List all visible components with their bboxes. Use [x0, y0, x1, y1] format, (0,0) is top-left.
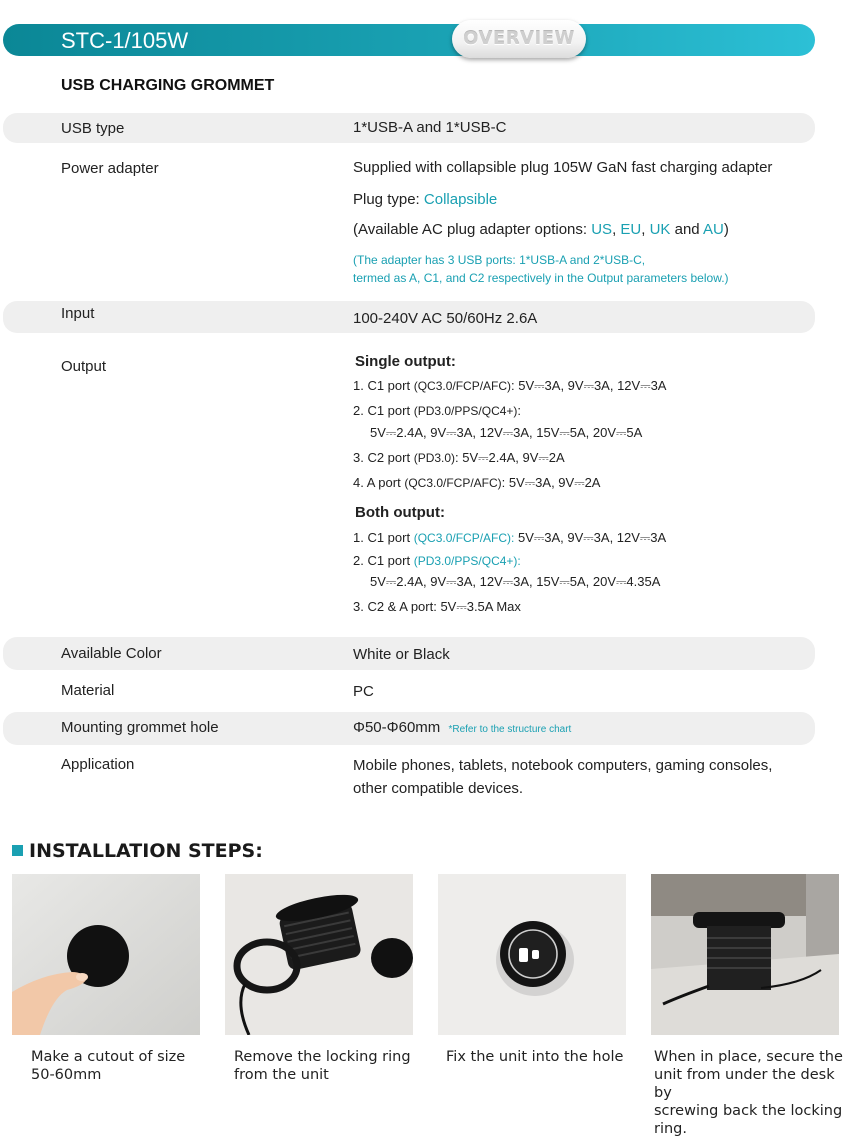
plug-option-eu: EU [620, 221, 642, 238]
protocol-label: (QC3.0/FCP/AFC): [413, 531, 515, 545]
single-output-line4 [353, 475, 600, 491]
adapter-note-line1: (The adapter has 3 USB ports: 1*USB-A and 2*USB-C, [353, 253, 646, 267]
material-value: PC [353, 683, 374, 700]
step-caption-4 [654, 1048, 850, 1138]
caption-line: Make a cutout of size [31, 1049, 186, 1065]
step-caption-2 [234, 1048, 411, 1084]
header-bar [3, 24, 815, 56]
plug-type-prefix: Plug type: [353, 191, 424, 208]
plug-option-uk: UK [649, 221, 671, 238]
both-output-line2-values: 5V⎓2.4A, 9V⎓3A, 12V⎓3A, 15V⎓5A, 20V⎓4.35A [370, 574, 661, 589]
port-label: 3. C2 port [353, 450, 414, 465]
installation-heading [12, 840, 263, 862]
protocol-label: (QC3.0/FCP/AFC) [413, 379, 512, 393]
port-label: 4. A port [353, 475, 405, 490]
output-values: : 5V⎓2.4A, 9V⎓2A [455, 450, 565, 465]
step-caption-3 [446, 1048, 623, 1066]
color-label: Available Color [61, 645, 162, 662]
caption-line: 50-60mm [31, 1067, 102, 1083]
port-label: 1. C1 port [353, 530, 414, 545]
both-output-line1 [353, 530, 666, 546]
caption-line: Fix the unit into the hole [446, 1049, 624, 1065]
plug-options-comma: , [641, 221, 650, 238]
plug-options-line [353, 221, 729, 238]
application-line2: other compatible devices. [353, 780, 524, 797]
caption-line: ring. [654, 1121, 687, 1137]
protocol-label: (PD3.0/PPS/QC4+): [413, 554, 521, 568]
plug-options-comma: , [612, 221, 621, 238]
protocol-label: (QC3.0/FCP/AFC) [404, 476, 502, 490]
plug-type-value: Collapsible [423, 191, 498, 208]
power-adapter-label: Power adapter [61, 160, 159, 177]
step-photo-cutout [12, 874, 200, 1035]
caption-line: When in place, secure the [654, 1049, 843, 1065]
application-label: Application [61, 756, 135, 773]
single-output-line2 [353, 403, 521, 418]
port-label: 2. C1 port [353, 553, 414, 568]
single-output-title: Single output: [355, 353, 456, 370]
protocol-label: (PD3.0) [413, 451, 456, 465]
output-label: Output [61, 358, 107, 375]
single-output-line1 [353, 378, 666, 394]
input-value: 100-240V AC 50/60Hz 2.6A [353, 310, 538, 327]
input-label: Input [61, 305, 95, 322]
output-values: 5V⎓3A, 9V⎓3A, 12V⎓3A [514, 530, 667, 545]
output-values: : 5V⎓3A, 9V⎓3A, 12V⎓3A [511, 378, 667, 393]
caption-line: from the unit [234, 1067, 329, 1083]
overview-badge: OVERVIEW [452, 20, 586, 58]
plug-option-us: US [591, 221, 613, 238]
caption-line: screwing back the locking [654, 1103, 843, 1119]
mounting-note: *Refer to the structure chart [448, 724, 572, 735]
both-output-title: Both output: [355, 504, 445, 521]
port-label: 1. C1 port [353, 378, 414, 393]
plug-option-au: AU [702, 221, 724, 238]
usb-type-label: USB type [61, 120, 125, 137]
colon: : [517, 403, 522, 418]
usb-type-value: 1*USB-A and 1*USB-C [353, 119, 507, 136]
caption-line: Remove the locking ring [234, 1049, 411, 1065]
both-output-line3: 3. C2 & A port: 5V⎓3.5A Max [353, 599, 521, 614]
plug-options-and: and [670, 221, 703, 238]
model-title: STC-1/105W [61, 28, 189, 53]
material-label: Material [61, 682, 115, 699]
plug-options-close: ) [723, 221, 729, 238]
plug-type-line [353, 191, 497, 208]
step-photo-remove-ring [225, 874, 413, 1035]
power-adapter-line1: Supplied with collapsible plug 105W GaN fast charging adapter [353, 159, 773, 176]
step-photo-fix-unit [438, 874, 626, 1035]
mounting-label: Mounting grommet hole [61, 719, 219, 736]
both-output-line2 [353, 553, 521, 568]
color-value: White or Black [353, 646, 450, 663]
protocol-label: (PD3.0/PPS/QC4+) [413, 404, 518, 418]
installation-title: INSTALLATION STEPS: [29, 840, 263, 862]
product-subtitle: USB CHARGING GROMMET [61, 77, 275, 94]
output-values: : 5V⎓3A, 9V⎓2A [501, 475, 601, 490]
caption-line: unit from under the desk by [654, 1067, 835, 1101]
single-output-line2-values: 5V⎓2.4A, 9V⎓3A, 12V⎓3A, 15V⎓5A, 20V⎓5A [370, 425, 643, 440]
plug-options-prefix: (Available AC plug adapter options: [353, 221, 592, 238]
adapter-note-line2: termed as A, C1, and C2 respectively in the Output parameters below.) [353, 271, 729, 285]
heading-square-icon [12, 845, 23, 856]
step-photo-secure-under-desk [651, 874, 839, 1035]
mounting-value: Φ50-Φ60mm [353, 719, 441, 736]
step-caption-1 [31, 1048, 185, 1084]
single-output-line3 [353, 450, 565, 466]
application-line1: Mobile phones, tablets, notebook computers, gaming consoles, [353, 757, 773, 774]
mounting-value-line [353, 719, 571, 736]
port-label: 2. C1 port [353, 403, 414, 418]
